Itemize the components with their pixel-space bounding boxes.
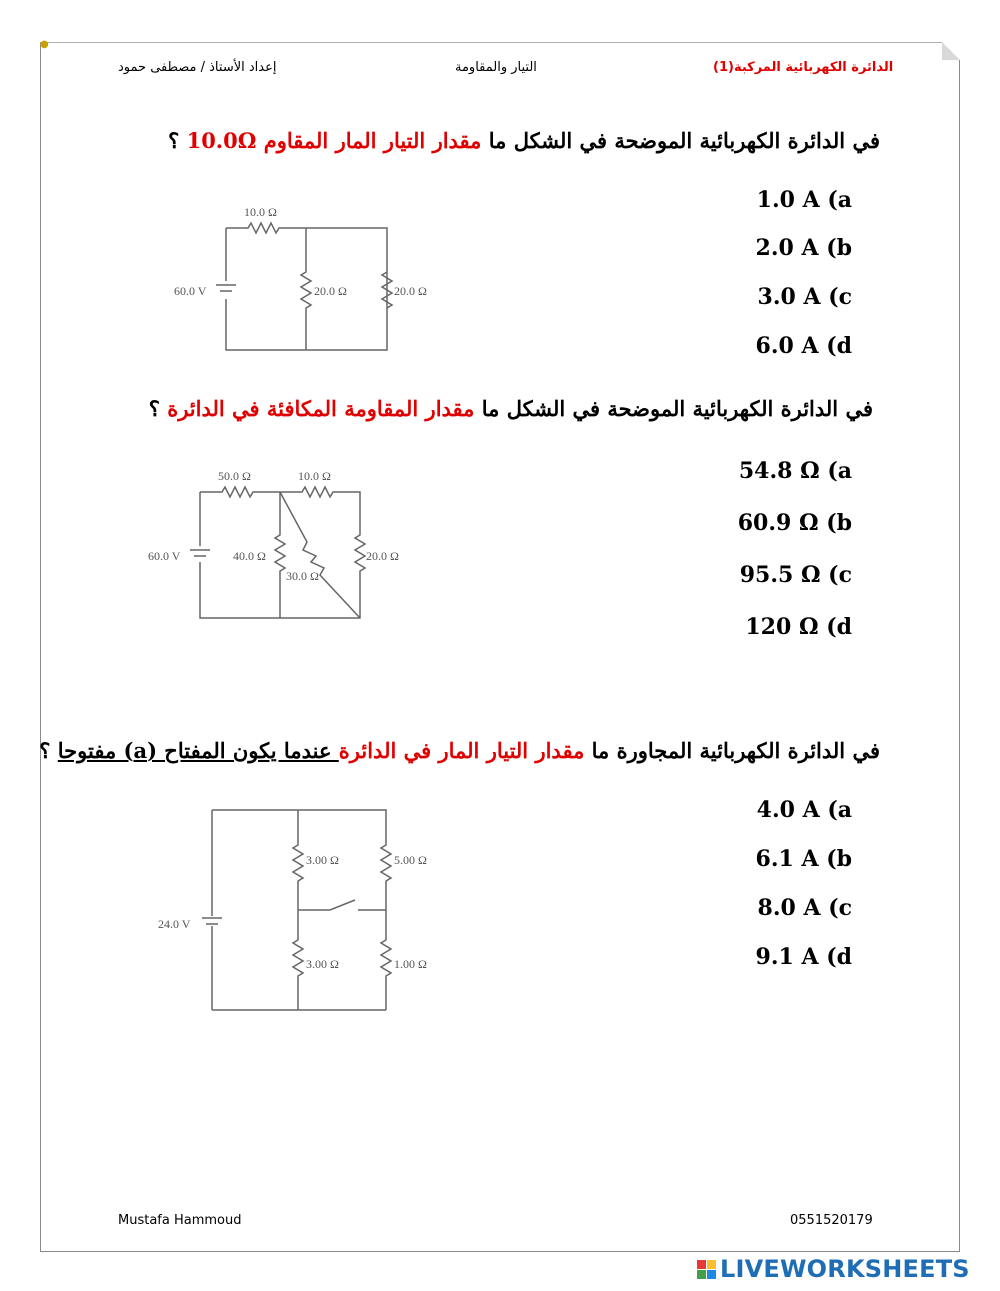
- q3-r4-label: 1.00 Ω: [394, 957, 427, 971]
- footer-name: Mustafa Hammoud: [118, 1213, 242, 1228]
- q3-answer-a[interactable]: 4.0 A (a: [756, 797, 852, 823]
- q3-r2-label: 5.00 Ω: [394, 853, 427, 867]
- q1-answer-c[interactable]: 3.0 A (c: [757, 284, 852, 310]
- header-topic: التيار والمقاومة: [455, 60, 537, 75]
- question-1: في الدائرة الكهربائية الموضحة في الشكل ما مقدار التيار المار المقاوم 10.0Ω ؟: [168, 128, 880, 153]
- q3-source-label: 24.0 V: [158, 917, 191, 931]
- q2-answer-b[interactable]: 60.9 Ω (b: [737, 510, 852, 536]
- circuit-diagram-1: [160, 195, 460, 360]
- logo-icon: [697, 1260, 716, 1279]
- logo-text: LIVEWORKSHEETS: [720, 1255, 970, 1283]
- q3-answer-d[interactable]: 9.1 A (d: [755, 944, 852, 970]
- q3-r1-label: 3.00 Ω: [306, 853, 339, 867]
- q3-answer-c[interactable]: 8.0 A (c: [757, 895, 852, 921]
- q1-answer-a[interactable]: 1.0 A (a: [756, 187, 852, 213]
- circuit-diagram-2: [140, 460, 430, 625]
- q2-r3-label: 40.0 Ω: [233, 549, 266, 563]
- question-2: في الدائرة الكهربائية الموضحة في الشكل ما مقدار المقاومة المكافئة في الدائرة ؟: [148, 396, 873, 421]
- q1-answer-d[interactable]: 6.0 A (d: [755, 333, 852, 359]
- q2-r2-label: 10.0 Ω: [298, 469, 331, 483]
- liveworksheets-logo: [697, 1254, 970, 1284]
- q1-source-label: 60.0 V: [174, 284, 207, 298]
- q2-r5-label: 20.0 Ω: [366, 549, 399, 563]
- footer-phone: 0551520179: [790, 1213, 873, 1228]
- header-title: الدائرة الكهربائية المركبة(1): [713, 60, 894, 75]
- q1-r3-label: 20.0 Ω: [394, 284, 427, 298]
- circuit-diagram-3: [150, 800, 450, 1020]
- q2-answer-a[interactable]: 54.8 Ω (a: [738, 458, 852, 484]
- question-3: في الدائرة الكهربائية المجاورة ما مقدار التيار المار في الدائرة عندما يكون المفتاح (a) مفتوحا ؟: [39, 738, 880, 763]
- q3-answer-b[interactable]: 6.1 A (b: [755, 846, 852, 872]
- header-author: إعداد الأستاذ / مصطفى حمود: [118, 60, 277, 75]
- q1-r1-label: 10.0 Ω: [244, 205, 277, 219]
- q1-answer-b[interactable]: 2.0 A (b: [755, 235, 852, 261]
- q2-r4-label: 30.0 Ω: [286, 569, 319, 583]
- q1-r2-label: 20.0 Ω: [314, 284, 347, 298]
- q2-source-label: 60.0 V: [148, 549, 181, 563]
- page-fold: [942, 42, 960, 60]
- q2-answer-d[interactable]: 120 Ω (d: [745, 614, 852, 640]
- q2-r1-label: 50.0 Ω: [218, 469, 251, 483]
- q3-r3-label: 3.00 Ω: [306, 957, 339, 971]
- q2-answer-c[interactable]: 95.5 Ω (c: [739, 562, 852, 588]
- pin-icon: ●: [40, 39, 49, 50]
